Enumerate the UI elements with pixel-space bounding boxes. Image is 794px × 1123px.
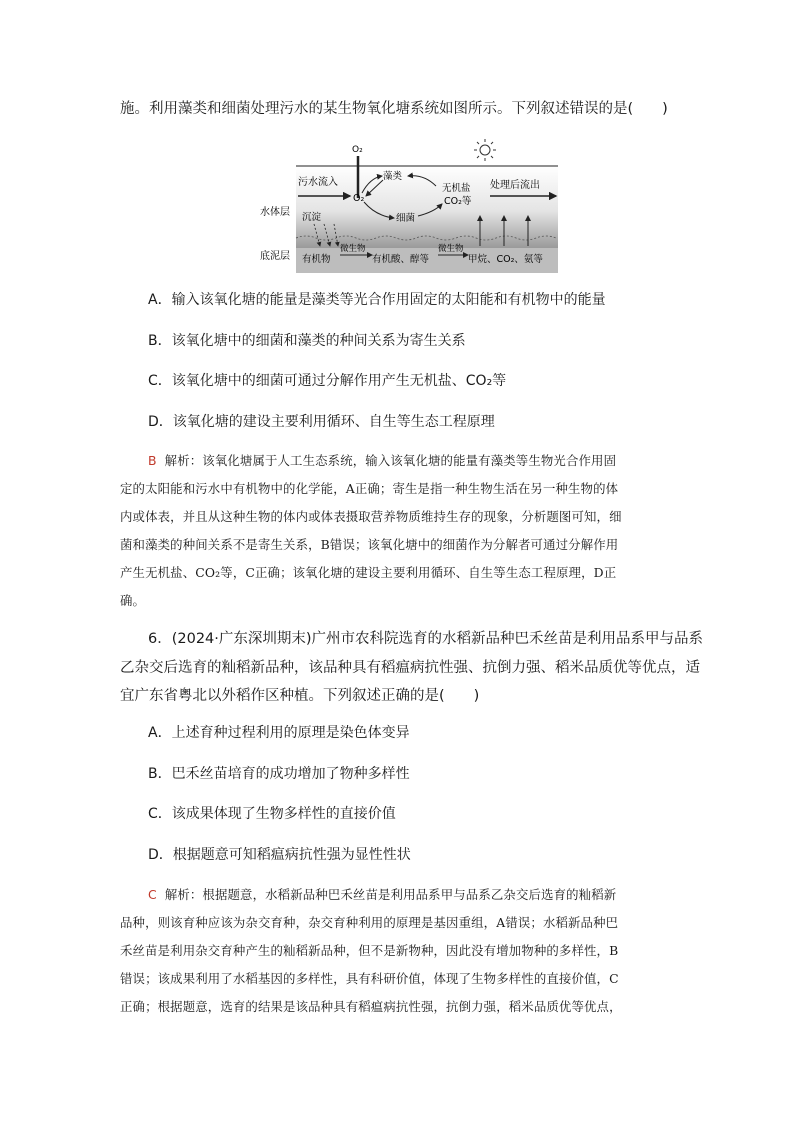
sun-icon xyxy=(474,139,496,161)
organic-matter-label: 有机物 xyxy=(302,254,331,265)
q6-analysis-line-3: 禾丝苗是利用杂交育种产生的籼稻新品种，但不是新物种，因此没有增加物种的多样性，B xyxy=(120,943,619,958)
q6-analysis-line-4: 错误；该成果利用了水稻基因的多样性，具有科研价值，体现了生物多样性的直接价值，C xyxy=(120,971,619,986)
o2-mid-label: O₂ xyxy=(353,193,365,204)
algae-label: 藻类 xyxy=(383,171,403,182)
oxidation-pond-diagram xyxy=(258,138,558,273)
sediment-label: 沉淀 xyxy=(302,212,322,223)
q6-analysis-text-1: 解析：根据题意，水稻新品种巴禾丝苗是利用品系甲与品系乙杂交后选育的籼稻新 xyxy=(164,887,617,902)
q5-analysis-line-4: 菌和藻类的种间关系不是寄生关系，B错误；该氧化塘中的细菌作为分解者可通过分解作用 xyxy=(120,537,619,552)
q6-analysis-line-2: 品种，则该育种应该为杂交育种，杂交育种利用的原理是基因重组，A错误；水稻新品种巴 xyxy=(120,915,619,930)
q6-analysis-line-1 xyxy=(148,885,616,903)
q5-answer-letter: B xyxy=(148,453,157,468)
gases-label: 甲烷、CO₂、氨等 xyxy=(468,254,543,265)
sewage-inflow-label: 污水流入 xyxy=(298,177,338,188)
q6-answer-letter: C xyxy=(148,887,157,902)
q6-stem-line-1: 6．(2024·广东深圳期末)广州市农科院选育的水稻新品种巴禾丝苗是利用品系甲与品系 xyxy=(148,631,704,647)
mud-layer-label: 底泥层 xyxy=(260,251,290,262)
q6-option-c: C．该成果体现了生物多样性的直接价值 xyxy=(148,806,396,822)
q6-stem-line-3: 宜广东省粤北以外稻作区种植。下列叙述正确的是( ) xyxy=(120,688,480,704)
q5-analysis-line-1 xyxy=(148,451,616,469)
q5-option-c: C．该氧化塘中的细菌可通过分解作用产生无机盐、CO₂等 xyxy=(148,373,507,389)
q5-analysis-line-2: 定的太阳能和污水中有机物中的化学能，A正确；寄生是指一种生物生活在另一种生物的体 xyxy=(120,481,619,496)
q5-option-d: D．该氧化塘的建设主要利用循环、自生等生态工程原理 xyxy=(148,414,495,430)
q5-stem: 施。利用藻类和细菌处理污水的某生物氧化塘系统如图所示。下列叙述错误的是( ) xyxy=(120,101,668,117)
q5-analysis-line-6: 确。 xyxy=(120,593,146,608)
o2-top-label: O₂ xyxy=(352,145,363,155)
water-layer-label: 水体层 xyxy=(260,207,290,218)
microbe-label-1: 微生物 xyxy=(340,244,366,254)
bacteria-label: 细菌 xyxy=(396,213,416,224)
inorganic-salt-label: 无机盐 xyxy=(442,183,471,194)
q6-analysis-line-5: 正确；根据题意，选育的结果是该品种具有稻瘟病抗性强，抗倒力强，稻米品质优等优点， xyxy=(120,999,622,1014)
q5-option-a: A．输入该氧化塘的能量是藻类等光合作用固定的太阳能和有机物中的能量 xyxy=(148,292,606,308)
outflow-label: 处理后流出 xyxy=(490,180,540,191)
q6-option-b: B．巴禾丝苗培育的成功增加了物种多样性 xyxy=(148,766,410,782)
q5-analysis-line-5: 产生无机盐、CO₂等，C正确；该氧化塘的建设主要利用循环、自生等生态工程原理，D正 xyxy=(120,565,617,580)
q6-option-d: D．根据题意可知稻瘟病抗性强为显性性状 xyxy=(148,847,411,863)
acids-label: 有机酸、醇等 xyxy=(372,254,430,265)
q5-analysis-line-3: 内或体表，并且从这种生物的体内或体表摄取营养物质维持生存的现象，分析题图可知，细 xyxy=(120,509,622,524)
co2-etc-label: CO₂等 xyxy=(444,196,472,207)
q5-option-b: B．该氧化塘中的细菌和藻类的种间关系为寄生关系 xyxy=(148,333,466,349)
q5-analysis-text-1: 解析：该氧化塘属于人工生态系统，输入该氧化塘的能量有藻类等生物光合作用固 xyxy=(164,453,617,468)
q6-stem-line-2: 乙杂交后选育的籼稻新品种，该品种具有稻瘟病抗性强、抗倒力强、稻米品质优等优点，适 xyxy=(120,660,700,676)
q6-option-a: A．上述育种过程利用的原理是染色体变异 xyxy=(148,725,410,741)
microbe-label-2: 微生物 xyxy=(438,244,464,254)
